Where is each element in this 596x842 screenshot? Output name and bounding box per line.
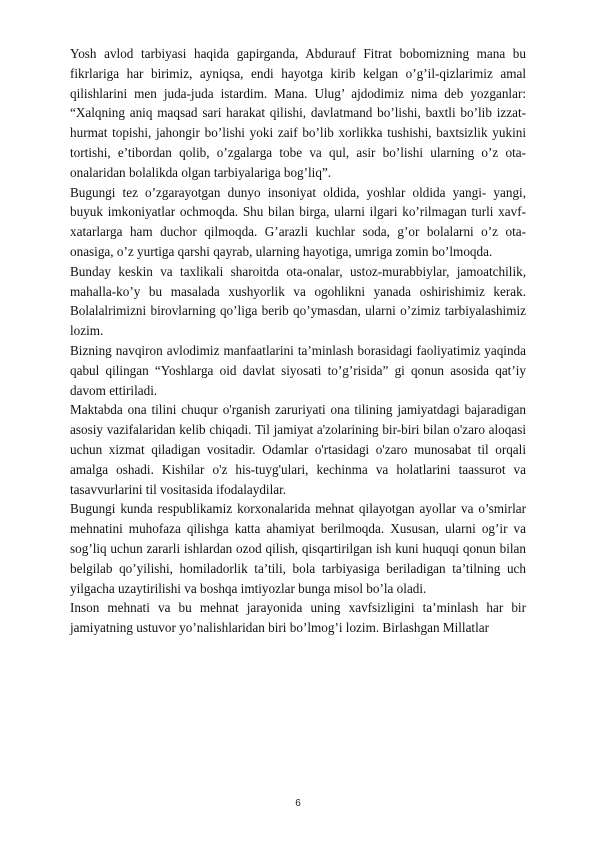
paragraph: Bugungi tez o’zgarayotgan dunyo insoniyat oldida, yoshlar oldida yangi- yangi, buyuk imkoniyatlar ochmoqda. Shu bilan birga, ularni ilgari ko’rilmagan turli xavf-xatarlarga ham duchor qilmoqda. G’arazli kuchlar soda, g’or bolalarni o’z ota-onasiga, o’z yurtiga qarshi qayrab, ularning hayotiga, umriga zomin bo’lmoqda. <box>70 184 526 259</box>
paragraph: Maktabda ona tilini chuqur o'rganish zaruriyati ona tilining jamiyatdagi bajaradigan asosiy vazifalaridan kelib chiqadi. Til jamiyat a'zolarining bir-biri bilan o'zaro aloqasi uchun xizmat qiladigan vositadir. Odamlar o'rtasidagi o'zaro munosabat til orqali amalga oshadi. Kishilar o'z his-tuyg'ulari, kechinma va holatlarini taassurot va tasavvurlarini til vositasida ifodalaydilar. <box>70 402 526 497</box>
paragraph: Bugungi kunda respublikamiz korxonalarida mehnat qilayotgan ayollar va o’smirlar mehnatini muhofaza qilishga katta ahamiyat berilmoqda. Xususan, ularni og’ir va sog’liq uchun zararli ishlardan ozod qilish, qisqartirilgan ish kuni huquqi qonun bilan belgilab qo’yilishi, homiladorlik ta’tili, bola tarbiyasiga beriladigan ta’tilning uch yilgacha uzaytirilishi va boshqa imtiyozlar bunga misol bo’la oladi. <box>70 501 526 596</box>
document-page <box>70 44 526 638</box>
paragraph: Bizning navqiron avlodimiz manfaatlarini ta’minlash borasidagi faoliyatimiz yaqinda qabul qilingan “Yoshlarga oid davlat siyosati to’g’risida” gi qonun asosida qat’iy davom ettiriladi. <box>70 342 526 398</box>
paragraph: Yosh avlod tarbiyasi haqida gapirganda, Abdurauf Fitrat bobomizning mana bu fikrlariga har birimiz, ayniqsa, endi hayotga kirib kelgan o’g’il-qizlarimiz amal qilishlarini men juda-juda istardim. Mana. Ulug’ ajdodimiz nima deb yozganlar: “Xalqning aniq maqsad sari harakat qilishi, davlatmand bo’lishi, baxtli bo’lib izzat-hurmat topishi, jahongir bo’lishi yoki zaif bo’lib xorlikka tushishi, baxtsizlik yukini tortishi, e’tibordan qolib, o’zgalarga tobe va qul, asir bo’lishi ularning o’z ota-onalaridan bolalikda olgan tarbiyalariga bog’liq”. <box>70 46 526 180</box>
page-number: 6 <box>295 798 301 809</box>
paragraph: Bunday keskin va taxlikali sharoitda ota-onalar, ustoz-murabbiylar, jamoatchilik, mahalla-ko’y bu masalada xushyorlik va ogohlikni yanada oshirishimiz kerak. Bolalalrimizni birovlarning qo’liga berib qo’ymasdan, ularni o’zimiz tarbiyalashimiz lozim. <box>70 263 526 339</box>
paragraph: Inson mehnati va bu mehnat jarayonida uning xavfsizligini ta’minlash har bir jamiyatning ustuvor yo’nalishlaridan biri bo’lmog’i lozim. Birlashgan Millatlar <box>70 600 526 636</box>
